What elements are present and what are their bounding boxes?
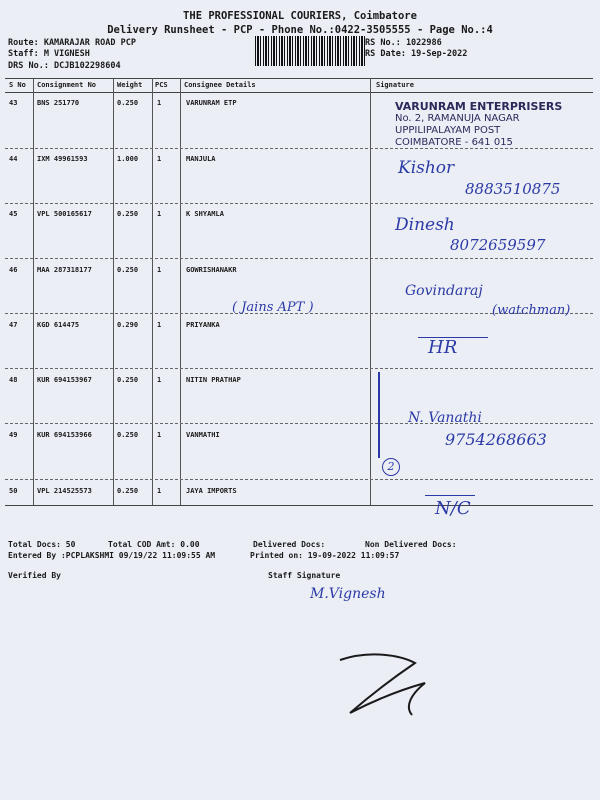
col-divider bbox=[370, 78, 371, 506]
drs-label: DRS No.: DCJB102298604 bbox=[8, 61, 121, 71]
row-pcs: 1 bbox=[157, 266, 162, 274]
verified-by: Verified By bbox=[8, 571, 61, 580]
row-weight: 0.250 bbox=[117, 99, 139, 107]
row-weight: 0.250 bbox=[117, 376, 139, 384]
stamp-name: VARUNRAM ENTERPRISERS bbox=[395, 100, 563, 113]
row-consignee: NITIN PRATHAP bbox=[186, 376, 241, 384]
circled-number: 2 bbox=[382, 458, 400, 476]
rs-date: RS Date: 19-Sep-2022 bbox=[365, 49, 468, 59]
stamp-line: No. 2, RAMANUJA NAGAR bbox=[395, 113, 520, 124]
col-header-consignment: Consignment No bbox=[37, 81, 97, 89]
col-header-sno: S No bbox=[9, 81, 26, 89]
col-header-weight: Weight bbox=[117, 81, 143, 89]
row-consignment: KUR 694153967 bbox=[37, 376, 92, 384]
signature-stroke bbox=[418, 337, 488, 338]
handwritten-signature: Kishor bbox=[398, 158, 455, 178]
handwritten-note: (watchman) bbox=[492, 303, 571, 318]
row-sno: 45 bbox=[9, 210, 18, 218]
row-weight: 0.290 bbox=[117, 321, 139, 329]
row-consignee: GOWRISHANAKR bbox=[186, 266, 237, 274]
total-docs: Total Docs: 50 bbox=[8, 540, 76, 549]
row-pcs: 1 bbox=[157, 321, 162, 329]
row-pcs: 1 bbox=[157, 431, 162, 439]
handwritten-phone: 8072659597 bbox=[450, 236, 546, 254]
scribble-signature-icon bbox=[330, 645, 450, 720]
handwritten-signature: Govindaraj bbox=[405, 283, 483, 299]
row-separator bbox=[5, 258, 593, 259]
non-delivered-docs: Non Delivered Docs: bbox=[365, 540, 457, 549]
row-sno: 49 bbox=[9, 431, 18, 439]
row-sno: 47 bbox=[9, 321, 18, 329]
row-consignee: VANMATHI bbox=[186, 431, 220, 439]
stamp-line: UPPILIPALAYAM POST bbox=[395, 125, 501, 136]
row-consignee: MANJULA bbox=[186, 155, 216, 163]
stamp-line: COIMBATORE - 641 015 bbox=[395, 137, 513, 148]
row-consignment: KGD 614475 bbox=[37, 321, 80, 329]
row-separator bbox=[5, 479, 593, 480]
col-header-pcs: PCS bbox=[155, 81, 168, 89]
staff-signature-label: Staff Signature bbox=[268, 571, 341, 580]
col-header-consignee: Consignee Details bbox=[184, 81, 256, 89]
col-divider bbox=[180, 78, 181, 506]
table-header-rule bbox=[5, 92, 593, 93]
row-weight: 0.250 bbox=[117, 487, 139, 495]
row-sno: 46 bbox=[9, 266, 18, 274]
row-pcs: 1 bbox=[157, 376, 162, 384]
printed-on: Printed on: 19-09-2022 11:09:57 bbox=[250, 551, 400, 560]
row-consignment: VPL 500165617 bbox=[37, 210, 92, 218]
row-consignee: PRIYANKA bbox=[186, 321, 220, 329]
handwritten-signature: N. Vanathi bbox=[408, 410, 482, 426]
row-sno: 50 bbox=[9, 487, 18, 495]
row-sno: 44 bbox=[9, 155, 18, 163]
handwritten-signature: Dinesh bbox=[395, 215, 455, 235]
row-consignment: BNS 251770 bbox=[37, 99, 80, 107]
row-weight: 0.250 bbox=[117, 266, 139, 274]
delivered-docs: Delivered Docs: bbox=[253, 540, 326, 549]
company-stamp bbox=[395, 100, 585, 149]
row-sno: 48 bbox=[9, 376, 18, 384]
staff-label: Staff: M VIGNESH bbox=[8, 49, 90, 59]
handwritten-signature: HR bbox=[428, 337, 458, 358]
row-sno: 43 bbox=[9, 99, 18, 107]
staff-signature: M.Vignesh bbox=[310, 586, 386, 602]
row-consignee: JAYA IMPORTS bbox=[186, 487, 237, 495]
handwritten-note: ( Jains APT ) bbox=[232, 300, 314, 315]
entered-by: Entered By :PCPLAKSHMI 09/19/22 11:09:55 AM bbox=[8, 551, 216, 560]
table-bottom-rule bbox=[5, 505, 593, 506]
company-title: THE PROFESSIONAL COURIERS, Coimbatore bbox=[183, 10, 417, 22]
row-separator bbox=[5, 423, 593, 424]
handwritten-phone: 8883510875 bbox=[465, 180, 561, 198]
col-divider bbox=[113, 78, 114, 506]
barcode bbox=[255, 36, 365, 66]
runsheet-subtitle: Delivery Runsheet - PCP - Phone No.:0422-3505555 - Page No.:4 bbox=[107, 24, 493, 36]
table-top-rule bbox=[5, 78, 593, 79]
rs-number: RS No.: 1022986 bbox=[365, 38, 442, 48]
handwritten-phone: 9754268663 bbox=[445, 430, 547, 449]
row-pcs: 1 bbox=[157, 487, 162, 495]
row-pcs: 1 bbox=[157, 155, 162, 163]
row-consignment: IXM 49961593 bbox=[37, 155, 88, 163]
row-consignment: MAA 287318177 bbox=[37, 266, 92, 274]
row-pcs: 1 bbox=[157, 99, 162, 107]
row-consignee: K SHYAMLA bbox=[186, 210, 224, 218]
row-consignment: VPL 214525573 bbox=[37, 487, 92, 495]
row-pcs: 1 bbox=[157, 210, 162, 218]
row-consignee: VARUNRAM ETP bbox=[186, 99, 237, 107]
row-separator bbox=[5, 368, 593, 369]
col-divider bbox=[33, 78, 34, 506]
col-divider bbox=[152, 78, 153, 506]
route-label: Route: KAMARAJAR ROAD PCP bbox=[8, 38, 136, 48]
row-consignment: KUR 694153966 bbox=[37, 431, 92, 439]
total-cod: Total COD Amt: 0.00 bbox=[108, 540, 200, 549]
bracket-mark bbox=[372, 372, 380, 458]
row-weight: 1.000 bbox=[117, 155, 139, 163]
signature-stroke bbox=[425, 495, 475, 496]
row-weight: 0.250 bbox=[117, 210, 139, 218]
row-weight: 0.250 bbox=[117, 431, 139, 439]
row-separator bbox=[5, 203, 593, 204]
handwritten-signature: N/C bbox=[435, 498, 471, 519]
col-header-signature: Signature bbox=[376, 81, 414, 89]
